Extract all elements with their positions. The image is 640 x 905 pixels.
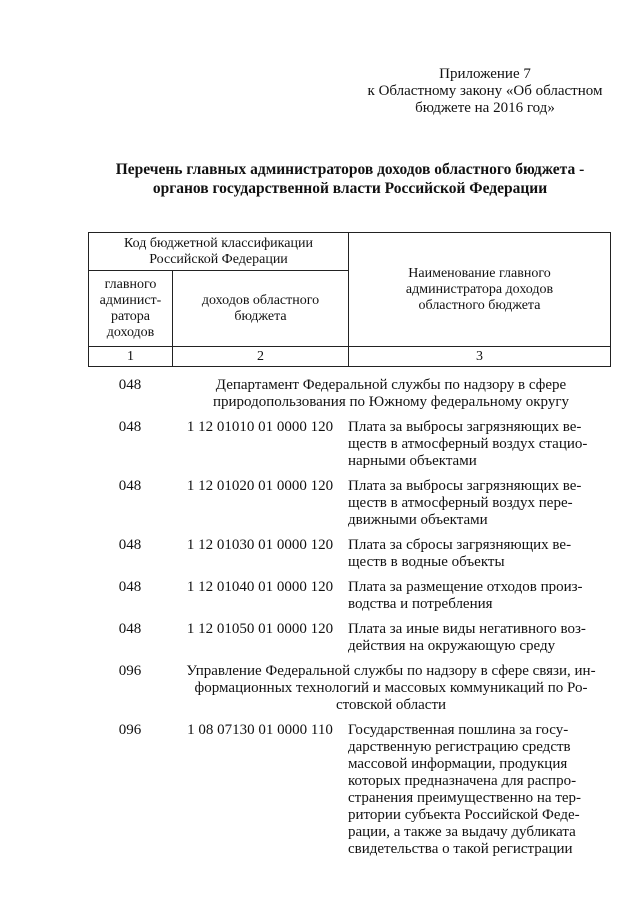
- revenue-code: 1 12 01050 01 0000 120: [186, 621, 334, 637]
- column-number-3: 3: [349, 347, 611, 367]
- admin-code: 048: [118, 537, 142, 553]
- name-column-header: Наименование главного администратора доходов областного бюджета: [349, 233, 611, 347]
- column-number-2: 2: [173, 347, 349, 367]
- admin-code: 048: [118, 579, 142, 595]
- table-row: [88, 579, 610, 613]
- revenue-code: 1 12 01040 01 0000 120: [186, 579, 334, 595]
- department-row: [88, 663, 610, 714]
- admin-code: 048: [118, 621, 142, 637]
- revenue-name: Плата за выбросы загрязняющих ве- ществ в атмосферный воздух пере- движными объектами: [348, 478, 582, 528]
- admin-code: 096: [118, 722, 142, 738]
- table-row: [88, 722, 610, 858]
- document-title: [100, 160, 600, 198]
- title-line-2: органов государственной власти Российской Федерации: [152, 180, 548, 197]
- revenue-name: Плата за сбросы загрязняющих ве- ществ в водные объекты: [348, 537, 572, 570]
- revenue-name: Государственная пошлина за госу- дарственную регистрацию средств массовой информации, продукция которых предназначена для распро- странения преимущественно на тер- ритории субъекта Российской Феде- рации, а также за выдачу дубликата свидетельства о такой регистрации: [348, 722, 582, 857]
- table-body: [88, 377, 610, 858]
- admin-code: 048: [118, 377, 142, 393]
- table-row: [88, 419, 610, 470]
- annex-heading: [360, 66, 610, 117]
- department-name: Управление Федеральной службы по надзору в сфере связи, ин- формационных технологий и массовых коммуникаций по Ро- стовской области: [186, 663, 596, 713]
- revenue-code: 1 12 01030 01 0000 120: [186, 537, 334, 553]
- table-row: [88, 621, 610, 655]
- annex-line-2: к Областному закону «Об областном: [367, 83, 603, 99]
- revenue-name: Плата за иные виды негативного воз- действия на окружающую среду: [348, 621, 586, 654]
- column-number-1: 1: [89, 347, 173, 367]
- revenue-column-header: доходов областного бюджета: [173, 271, 349, 347]
- table-row: [88, 537, 610, 571]
- department-name: Департамент Федеральной службы по надзору в сфере природопользования по Южному федеральному округу: [212, 377, 570, 410]
- revenue-name: Плата за размещение отходов произ- водства и потребления: [348, 579, 583, 612]
- revenue-code: 1 12 01020 01 0000 120: [186, 478, 334, 494]
- revenue-code: 1 12 01010 01 0000 120: [186, 419, 334, 435]
- annex-line-3: бюджете на 2016 год»: [415, 100, 555, 116]
- revenue-code: 1 08 07130 01 0000 110: [187, 722, 333, 738]
- department-row: [88, 377, 610, 411]
- revenue-name: Плата за выбросы загрязняющих ве- ществ в атмосферный воздух стацио- нарными объектами: [348, 419, 588, 469]
- table-header: [88, 232, 611, 367]
- admin-code: 048: [118, 478, 142, 494]
- title-line-1: Перечень главных администраторов доходов областного бюджета -: [115, 161, 585, 178]
- code-group-header: Код бюджетной классификации Российской Федерации: [89, 233, 349, 271]
- table-row: [88, 478, 610, 529]
- admin-code: 096: [118, 663, 142, 679]
- admin-column-header: главного админист- ратора доходов: [89, 271, 173, 347]
- annex-line-1: Приложение 7: [439, 66, 531, 82]
- admin-code: 048: [118, 419, 142, 435]
